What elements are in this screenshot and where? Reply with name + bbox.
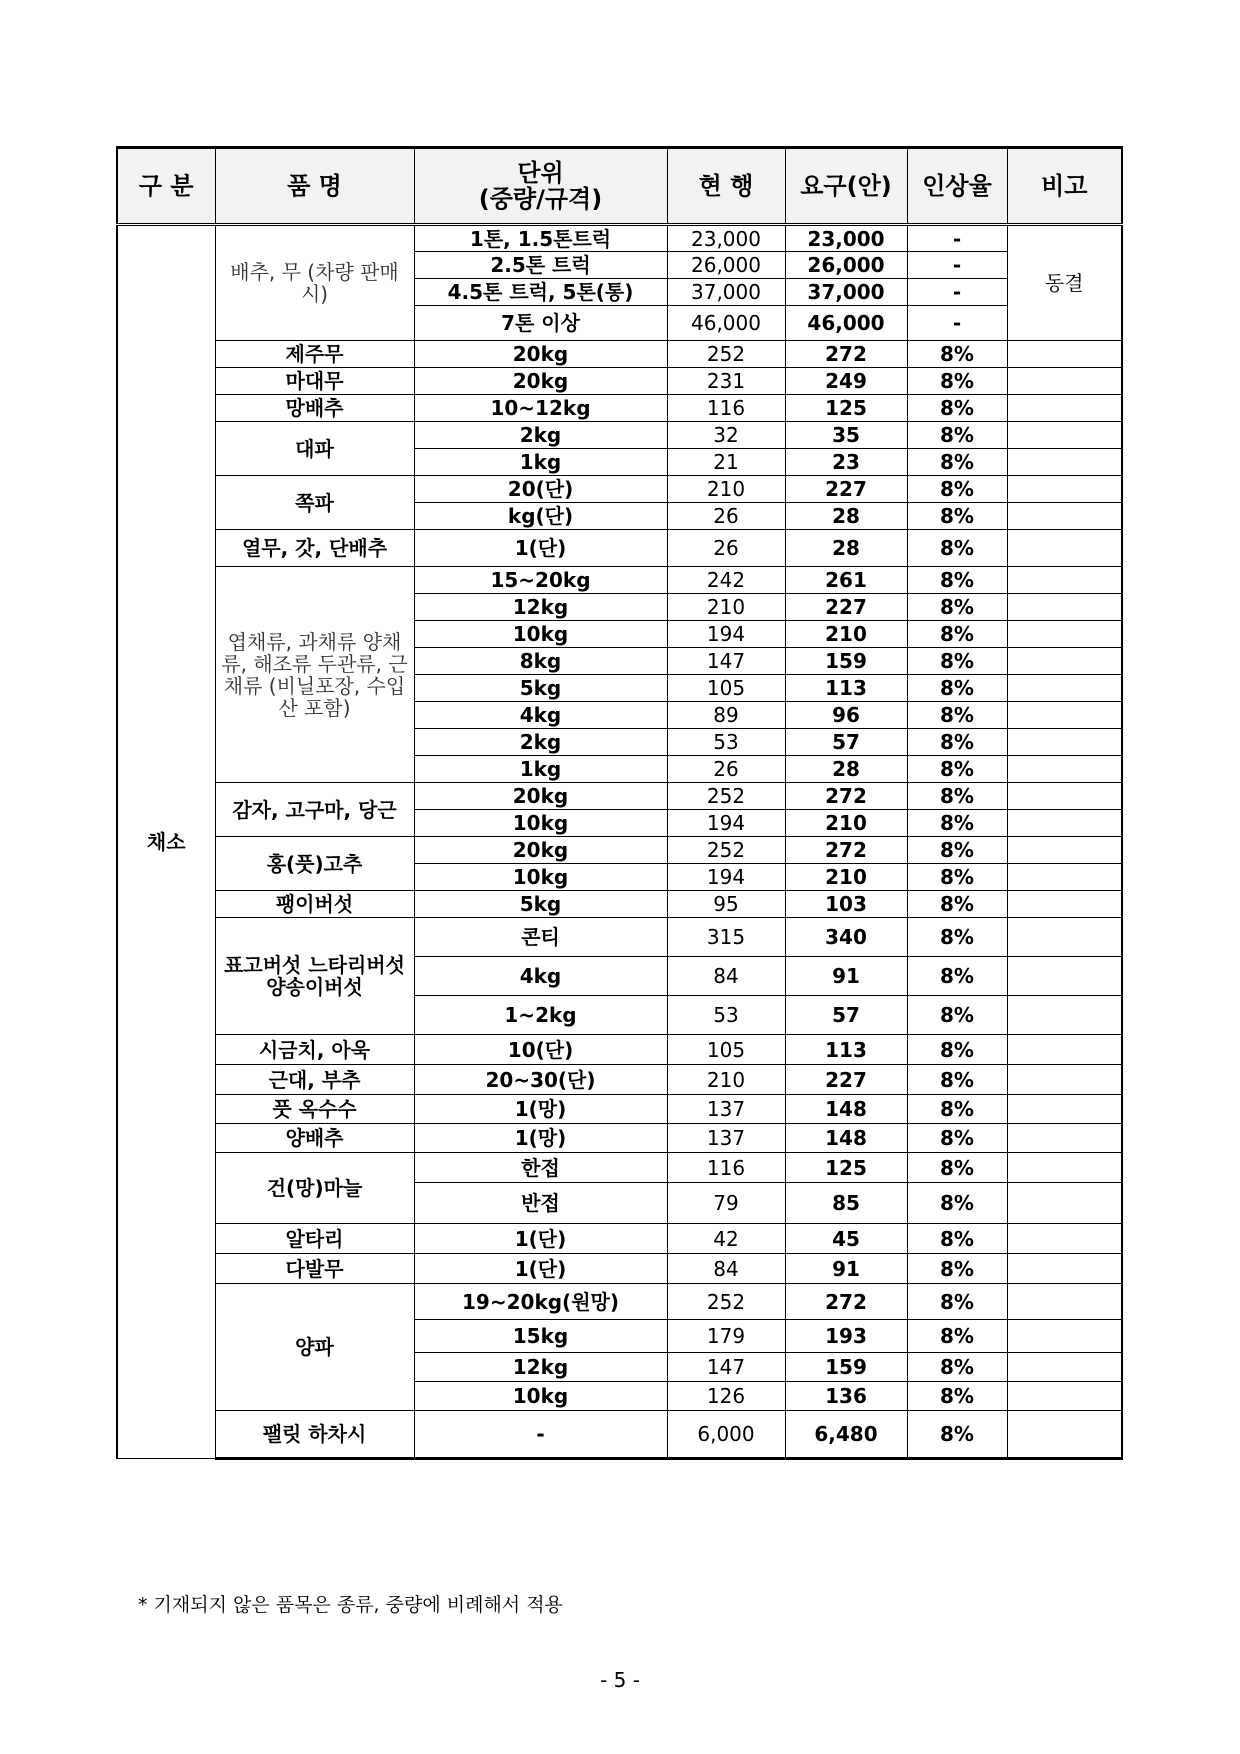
unit-cell: 4.5톤 트럭, 5톤(통) <box>414 279 667 306</box>
unit-cell: 20kg <box>414 783 667 810</box>
rate-cell: 8% <box>907 1284 1007 1320</box>
unit-cell: 20kg <box>414 837 667 864</box>
unit-cell: 4kg <box>414 957 667 996</box>
request-price-cell: 210 <box>785 621 907 648</box>
rate-cell: 8% <box>907 1065 1007 1095</box>
rate-cell: - <box>907 279 1007 306</box>
current-price-cell: 84 <box>667 957 785 996</box>
rate-cell: 8% <box>907 864 1007 891</box>
request-price-cell: 28 <box>785 530 907 567</box>
table-row <box>117 1095 1122 1124</box>
rate-cell: 8% <box>907 594 1007 621</box>
unit-cell: 5kg <box>414 891 667 918</box>
current-price-cell: 210 <box>667 1065 785 1095</box>
table-row <box>117 1411 1122 1459</box>
rate-cell: 8% <box>907 1382 1007 1411</box>
note-cell <box>1007 341 1122 368</box>
table-header-row <box>117 148 1122 225</box>
unit-cell: 20kg <box>414 368 667 395</box>
item-name-cell: 팽이버섯 <box>215 891 414 918</box>
note-cell <box>1007 1183 1122 1224</box>
note-cell <box>1007 530 1122 567</box>
note-cell <box>1007 702 1122 729</box>
current-price-cell: 89 <box>667 702 785 729</box>
rate-cell: 8% <box>907 918 1007 957</box>
unit-cell: 4kg <box>414 702 667 729</box>
item-name-cell: 배추, 무 (차량 판매 시) <box>215 225 414 341</box>
unit-cell: 2kg <box>414 729 667 756</box>
item-name-cell: 다발무 <box>215 1254 414 1284</box>
note-cell <box>1007 476 1122 503</box>
item-name-cell: 쪽파 <box>215 476 414 530</box>
unit-cell: 1(단) <box>414 530 667 567</box>
note-cell <box>1007 1124 1122 1153</box>
request-price-cell: 125 <box>785 1153 907 1183</box>
unit-cell: 1(망) <box>414 1124 667 1153</box>
current-price-cell: 6,000 <box>667 1411 785 1459</box>
rate-cell: 8% <box>907 621 1007 648</box>
request-price-cell: 125 <box>785 395 907 422</box>
note-cell <box>1007 1035 1122 1065</box>
footnote: * 기재되지 않은 품목은 종류, 중량에 비례해서 적용 <box>138 1594 563 1616</box>
request-price-cell: 28 <box>785 503 907 530</box>
unit-cell: 20(단) <box>414 476 667 503</box>
current-price-cell: 137 <box>667 1124 785 1153</box>
rate-cell: 8% <box>907 729 1007 756</box>
current-price-cell: 137 <box>667 1095 785 1124</box>
header-request: 요구(안) <box>785 148 907 225</box>
note-cell <box>1007 1153 1122 1183</box>
current-price-cell: 252 <box>667 1284 785 1320</box>
note-cell <box>1007 503 1122 530</box>
note-cell <box>1007 1382 1122 1411</box>
unit-cell: 2kg <box>414 422 667 449</box>
request-price-cell: 57 <box>785 729 907 756</box>
table-row <box>117 567 1122 594</box>
unit-cell: 1(단) <box>414 1224 667 1254</box>
table-body <box>117 225 1122 1459</box>
request-price-cell: 113 <box>785 675 907 702</box>
current-price-cell: 105 <box>667 1035 785 1065</box>
request-price-cell: 96 <box>785 702 907 729</box>
table-row <box>117 395 1122 422</box>
note-cell <box>1007 1254 1122 1284</box>
current-price-cell: 242 <box>667 567 785 594</box>
table-row <box>117 918 1122 957</box>
request-price-cell: 26,000 <box>785 252 907 279</box>
unit-cell: 15~20kg <box>414 567 667 594</box>
current-price-cell: 315 <box>667 918 785 957</box>
current-price-cell: 53 <box>667 996 785 1035</box>
item-name-cell: 건(망)마늘 <box>215 1153 414 1224</box>
request-price-cell: 85 <box>785 1183 907 1224</box>
request-price-cell: 91 <box>785 957 907 996</box>
note-cell <box>1007 621 1122 648</box>
request-price-cell: 45 <box>785 1224 907 1254</box>
request-price-cell: 148 <box>785 1124 907 1153</box>
unit-cell: 20kg <box>414 341 667 368</box>
note-cell <box>1007 996 1122 1035</box>
rate-cell: 8% <box>907 341 1007 368</box>
header-rate: 인상율 <box>907 148 1007 225</box>
current-price-cell: 23,000 <box>667 225 785 252</box>
note-cell <box>1007 957 1122 996</box>
note-cell <box>1007 1353 1122 1382</box>
rate-cell: 8% <box>907 957 1007 996</box>
item-name-cell: 시금치, 아욱 <box>215 1035 414 1065</box>
request-price-cell: 249 <box>785 368 907 395</box>
note-cell <box>1007 1065 1122 1095</box>
rate-cell: 8% <box>907 783 1007 810</box>
unit-cell: 1(망) <box>414 1095 667 1124</box>
table-row <box>117 783 1122 810</box>
current-price-cell: 26 <box>667 756 785 783</box>
table-row <box>117 1224 1122 1254</box>
page-number: - 5 - <box>600 1668 640 1692</box>
current-price-cell: 252 <box>667 783 785 810</box>
current-price-cell: 231 <box>667 368 785 395</box>
current-price-cell: 194 <box>667 864 785 891</box>
item-name-cell: 풋 옥수수 <box>215 1095 414 1124</box>
note-cell <box>1007 449 1122 476</box>
unit-cell: 2.5톤 트럭 <box>414 252 667 279</box>
table-row <box>117 1065 1122 1095</box>
request-price-cell: 340 <box>785 918 907 957</box>
current-price-cell: 116 <box>667 1153 785 1183</box>
current-price-cell: 252 <box>667 341 785 368</box>
current-price-cell: 126 <box>667 1382 785 1411</box>
note-cell <box>1007 864 1122 891</box>
unit-cell: 8kg <box>414 648 667 675</box>
rate-cell: 8% <box>907 530 1007 567</box>
note-cell <box>1007 756 1122 783</box>
unit-cell: 1~2kg <box>414 996 667 1035</box>
current-price-cell: 210 <box>667 476 785 503</box>
table-row <box>117 1124 1122 1153</box>
unit-cell: kg(단) <box>414 503 667 530</box>
current-price-cell: 147 <box>667 648 785 675</box>
table-row <box>117 422 1122 449</box>
fee-table <box>116 146 1123 1460</box>
note-cell <box>1007 783 1122 810</box>
rate-cell: 8% <box>907 1254 1007 1284</box>
rate-cell: 8% <box>907 810 1007 837</box>
rate-cell: - <box>907 306 1007 341</box>
item-name-cell: 망배추 <box>215 395 414 422</box>
request-price-cell: 272 <box>785 341 907 368</box>
rate-cell: 8% <box>907 891 1007 918</box>
request-price-cell: 148 <box>785 1095 907 1124</box>
header-item: 품 명 <box>215 148 414 225</box>
current-price-cell: 105 <box>667 675 785 702</box>
request-price-cell: 136 <box>785 1382 907 1411</box>
note-cell <box>1007 1095 1122 1124</box>
current-price-cell: 252 <box>667 837 785 864</box>
table-row <box>117 891 1122 918</box>
item-name-cell: 열무, 갓, 단배추 <box>215 530 414 567</box>
rate-cell: 8% <box>907 476 1007 503</box>
rate-cell: 8% <box>907 395 1007 422</box>
unit-cell: 5kg <box>414 675 667 702</box>
unit-cell: 10kg <box>414 864 667 891</box>
current-price-cell: 179 <box>667 1320 785 1353</box>
current-price-cell: 26 <box>667 503 785 530</box>
note-cell: 동결 <box>1007 225 1122 341</box>
request-price-cell: 159 <box>785 648 907 675</box>
rate-cell: 8% <box>907 1095 1007 1124</box>
unit-cell: 15kg <box>414 1320 667 1353</box>
current-price-cell: 147 <box>667 1353 785 1382</box>
unit-cell: 1(단) <box>414 1254 667 1284</box>
unit-cell: 10kg <box>414 810 667 837</box>
rate-cell: 8% <box>907 368 1007 395</box>
request-price-cell: 227 <box>785 1065 907 1095</box>
note-cell <box>1007 729 1122 756</box>
unit-cell: 1kg <box>414 756 667 783</box>
item-name-cell: 홍(풋)고추 <box>215 837 414 891</box>
note-cell <box>1007 1284 1122 1320</box>
header-unit-line2: (중량/규격) <box>478 185 603 213</box>
request-price-cell: 272 <box>785 1284 907 1320</box>
note-cell <box>1007 1411 1122 1459</box>
request-price-cell: 37,000 <box>785 279 907 306</box>
request-price-cell: 113 <box>785 1035 907 1065</box>
unit-cell: 7톤 이상 <box>414 306 667 341</box>
current-price-cell: 194 <box>667 810 785 837</box>
unit-cell: 19~20kg(원망) <box>414 1284 667 1320</box>
note-cell <box>1007 1224 1122 1254</box>
request-price-cell: 227 <box>785 476 907 503</box>
rate-cell: 8% <box>907 648 1007 675</box>
current-price-cell: 116 <box>667 395 785 422</box>
request-price-cell: 272 <box>785 783 907 810</box>
note-cell <box>1007 891 1122 918</box>
unit-cell: 12kg <box>414 594 667 621</box>
note-cell <box>1007 594 1122 621</box>
table-row <box>117 837 1122 864</box>
request-price-cell: 57 <box>785 996 907 1035</box>
rate-cell: 8% <box>907 837 1007 864</box>
unit-cell: 반접 <box>414 1183 667 1224</box>
rate-cell: - <box>907 252 1007 279</box>
current-price-cell: 84 <box>667 1254 785 1284</box>
rate-cell: 8% <box>907 1035 1007 1065</box>
request-price-cell: 23 <box>785 449 907 476</box>
current-price-cell: 42 <box>667 1224 785 1254</box>
note-cell <box>1007 918 1122 957</box>
note-cell <box>1007 648 1122 675</box>
rate-cell: 8% <box>907 503 1007 530</box>
unit-cell: 10~12kg <box>414 395 667 422</box>
unit-cell: 한접 <box>414 1153 667 1183</box>
note-cell <box>1007 1320 1122 1353</box>
request-price-cell: 261 <box>785 567 907 594</box>
item-name-cell: 표고버섯 느타리버섯 양송이버섯 <box>215 918 414 1035</box>
rate-cell: 8% <box>907 449 1007 476</box>
unit-cell: 1kg <box>414 449 667 476</box>
unit-cell: 콘티 <box>414 918 667 957</box>
item-name-cell: 양파 <box>215 1284 414 1411</box>
header-current: 현 행 <box>667 148 785 225</box>
current-price-cell: 53 <box>667 729 785 756</box>
item-name-cell: 팰릿 하차시 <box>215 1411 414 1459</box>
request-price-cell: 23,000 <box>785 225 907 252</box>
table-row <box>117 1035 1122 1065</box>
unit-cell: 20~30(단) <box>414 1065 667 1095</box>
note-cell <box>1007 422 1122 449</box>
table-row <box>117 368 1122 395</box>
current-price-cell: 37,000 <box>667 279 785 306</box>
current-price-cell: 194 <box>667 621 785 648</box>
current-price-cell: 26 <box>667 530 785 567</box>
table-row <box>117 1153 1122 1183</box>
item-name-cell: 근대, 부추 <box>215 1065 414 1095</box>
rate-cell: 8% <box>907 422 1007 449</box>
unit-cell: - <box>414 1411 667 1459</box>
unit-cell: 10kg <box>414 1382 667 1411</box>
item-name-cell: 양배추 <box>215 1124 414 1153</box>
header-note: 비고 <box>1007 148 1122 225</box>
header-unit <box>414 148 667 225</box>
rate-cell: 8% <box>907 1353 1007 1382</box>
rate-cell: 8% <box>907 675 1007 702</box>
request-price-cell: 210 <box>785 864 907 891</box>
item-name-cell: 대파 <box>215 422 414 476</box>
item-name-cell: 알타리 <box>215 1224 414 1254</box>
current-price-cell: 210 <box>667 594 785 621</box>
request-price-cell: 103 <box>785 891 907 918</box>
request-price-cell: 46,000 <box>785 306 907 341</box>
header-unit-line1: 단위 <box>517 158 564 187</box>
note-cell <box>1007 368 1122 395</box>
rate-cell: 8% <box>907 1320 1007 1353</box>
rate-cell: 8% <box>907 756 1007 783</box>
request-price-cell: 159 <box>785 1353 907 1382</box>
rate-cell: 8% <box>907 567 1007 594</box>
item-name-cell: 제주무 <box>215 341 414 368</box>
request-price-cell: 193 <box>785 1320 907 1353</box>
table-row <box>117 476 1122 503</box>
request-price-cell: 6,480 <box>785 1411 907 1459</box>
current-price-cell: 32 <box>667 422 785 449</box>
current-price-cell: 46,000 <box>667 306 785 341</box>
request-price-cell: 91 <box>785 1254 907 1284</box>
current-price-cell: 26,000 <box>667 252 785 279</box>
rate-cell: 8% <box>907 1183 1007 1224</box>
note-cell <box>1007 567 1122 594</box>
rate-cell: 8% <box>907 996 1007 1035</box>
note-cell <box>1007 810 1122 837</box>
table-row <box>117 1284 1122 1320</box>
current-price-cell: 79 <box>667 1183 785 1224</box>
unit-cell: 10kg <box>414 621 667 648</box>
item-name-cell: 엽채류, 과채류 양채류, 해조류 두관류, 근채류 (비닐포장, 수입산 포함) <box>215 567 414 783</box>
request-price-cell: 28 <box>785 756 907 783</box>
rate-cell: 8% <box>907 702 1007 729</box>
rate-cell: - <box>907 225 1007 252</box>
table-row <box>117 1254 1122 1284</box>
unit-cell: 12kg <box>414 1353 667 1382</box>
request-price-cell: 272 <box>785 837 907 864</box>
rate-cell: 8% <box>907 1224 1007 1254</box>
request-price-cell: 227 <box>785 594 907 621</box>
rate-cell: 8% <box>907 1411 1007 1459</box>
request-price-cell: 210 <box>785 810 907 837</box>
rate-cell: 8% <box>907 1124 1007 1153</box>
note-cell <box>1007 395 1122 422</box>
table-row <box>117 530 1122 567</box>
item-name-cell: 마대무 <box>215 368 414 395</box>
table-row <box>117 341 1122 368</box>
note-cell <box>1007 675 1122 702</box>
item-name-cell: 감자, 고구마, 당근 <box>215 783 414 837</box>
table-row <box>117 225 1122 252</box>
rate-cell: 8% <box>907 1153 1007 1183</box>
current-price-cell: 21 <box>667 449 785 476</box>
header-category: 구 분 <box>117 148 215 225</box>
category-cell: 채소 <box>117 225 215 1459</box>
current-price-cell: 95 <box>667 891 785 918</box>
unit-cell: 1톤, 1.5톤트럭 <box>414 225 667 252</box>
request-price-cell: 35 <box>785 422 907 449</box>
unit-cell: 10(단) <box>414 1035 667 1065</box>
note-cell <box>1007 837 1122 864</box>
